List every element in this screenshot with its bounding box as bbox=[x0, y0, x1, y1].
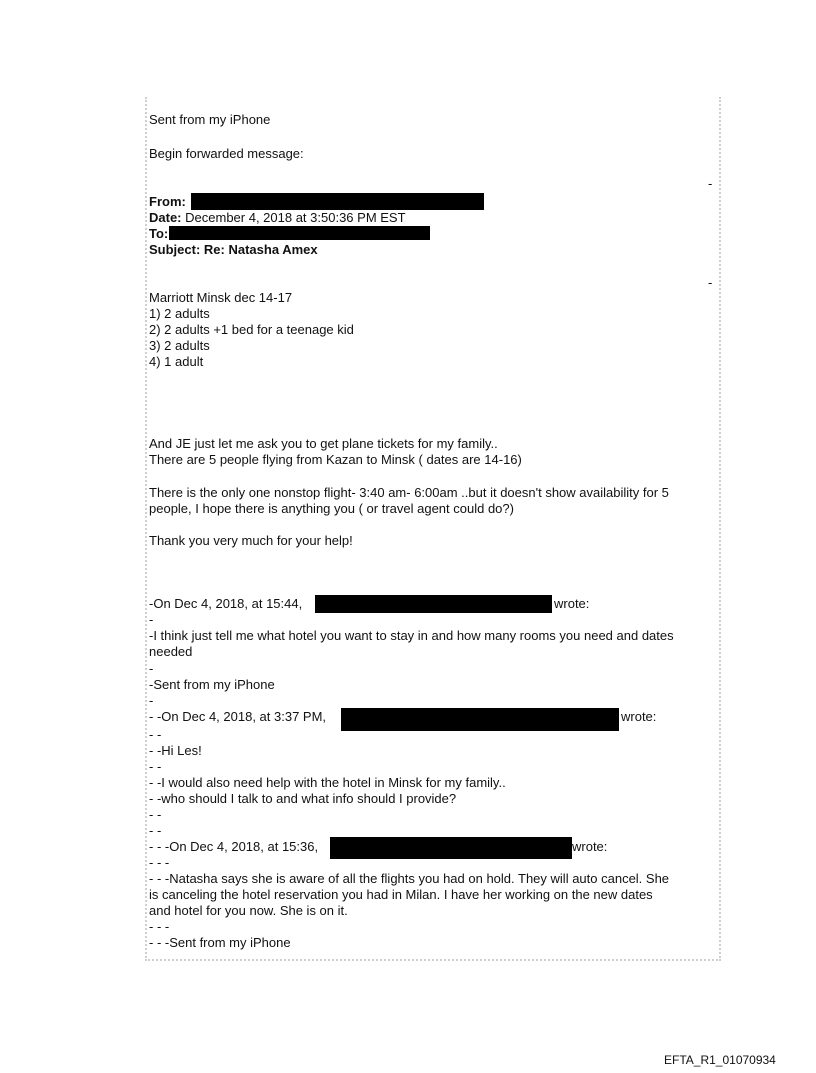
subject-line bbox=[149, 242, 318, 258]
sent-from-line: Sent from my iPhone bbox=[149, 112, 271, 127]
side-dash: - bbox=[708, 176, 713, 191]
room-item: 1) 2 adults bbox=[149, 306, 210, 321]
thread-line: - -I would also need help with the hotel in Minsk for my family.. bbox=[149, 775, 506, 790]
thread-line: is canceling the hotel reservation you had in Milan. I have her working on the new dates bbox=[149, 887, 653, 902]
room-item: 3) 2 adults bbox=[149, 338, 210, 353]
thread-line: - - -Sent from my iPhone bbox=[149, 935, 291, 950]
paragraph-line: people, I hope there is anything you ( or travel agent could do?) bbox=[149, 501, 514, 516]
wrote-label: wrote: bbox=[572, 839, 608, 854]
date-line bbox=[149, 210, 406, 226]
paragraph-line: And JE just let me ask you to get plane tickets for my family.. bbox=[149, 436, 498, 451]
thread-line: - bbox=[149, 693, 154, 708]
thread-line: - bbox=[149, 612, 154, 627]
thread-line: - -Hi Les! bbox=[149, 743, 202, 758]
to-label: To: bbox=[149, 226, 169, 241]
room-item: 2) 2 adults +1 bed for a teenage kid bbox=[149, 322, 354, 337]
thread-line: -Sent from my iPhone bbox=[149, 677, 275, 692]
paragraph-line: There are 5 people flying from Kazan to Minsk ( dates are 14-16) bbox=[149, 452, 522, 467]
wrote-label: wrote: bbox=[554, 596, 590, 611]
thread-line: - - bbox=[149, 759, 162, 774]
thread-line: - -On Dec 4, 2018, at 3:37 PM, bbox=[149, 709, 327, 724]
hotel-title: Marriott Minsk dec 14-17 bbox=[149, 290, 293, 305]
from-label: From: bbox=[149, 194, 186, 209]
thread-line: - - - bbox=[149, 855, 170, 870]
thanks-line: Thank you very much for your help! bbox=[149, 533, 353, 548]
thread-line: and hotel for you now. She is on it. bbox=[149, 903, 348, 918]
thread-line: - - -On Dec 4, 2018, at 15:36, bbox=[149, 839, 319, 854]
thread-line: - - -Natasha says she is aware of all the flights you had on hold. They will auto cancel. She bbox=[149, 871, 670, 886]
begin-forwarded-line: Begin forwarded message: bbox=[149, 146, 304, 161]
thread-line: - -who should I talk to and what info should I provide? bbox=[149, 791, 457, 806]
redaction-block bbox=[191, 193, 484, 210]
room-item: 4) 1 adult bbox=[149, 354, 204, 369]
thread-line: - - bbox=[149, 823, 162, 838]
paragraph-line: There is the only one nonstop flight- 3:40 am- 6:00am ..but it doesn't show availability for 5 bbox=[149, 485, 669, 500]
side-dash: - bbox=[708, 275, 713, 290]
thread-line: - - - bbox=[149, 919, 170, 934]
thread-line: -I think just tell me what hotel you want to stay in and how many rooms you need and dates bbox=[149, 628, 674, 643]
thread-line: - bbox=[149, 661, 154, 676]
date-label: Date: bbox=[149, 210, 182, 225]
thread-line: -On Dec 4, 2018, at 15:44, bbox=[149, 596, 303, 611]
thread-line: needed bbox=[149, 644, 193, 659]
thread-line: - - bbox=[149, 727, 162, 742]
redaction-block bbox=[169, 226, 430, 240]
redaction-block bbox=[341, 708, 619, 731]
subject-value: Re: Natasha Amex bbox=[203, 242, 318, 257]
date-value: December 4, 2018 at 3:50:36 PM EST bbox=[185, 210, 406, 225]
document-id: EFTA_R1_01070934 bbox=[664, 1053, 776, 1067]
thread-line: - - bbox=[149, 807, 162, 822]
redaction-block bbox=[330, 837, 572, 859]
subject-label: Subject: bbox=[149, 242, 201, 257]
wrote-label: wrote: bbox=[621, 709, 657, 724]
redaction-block bbox=[315, 595, 552, 613]
